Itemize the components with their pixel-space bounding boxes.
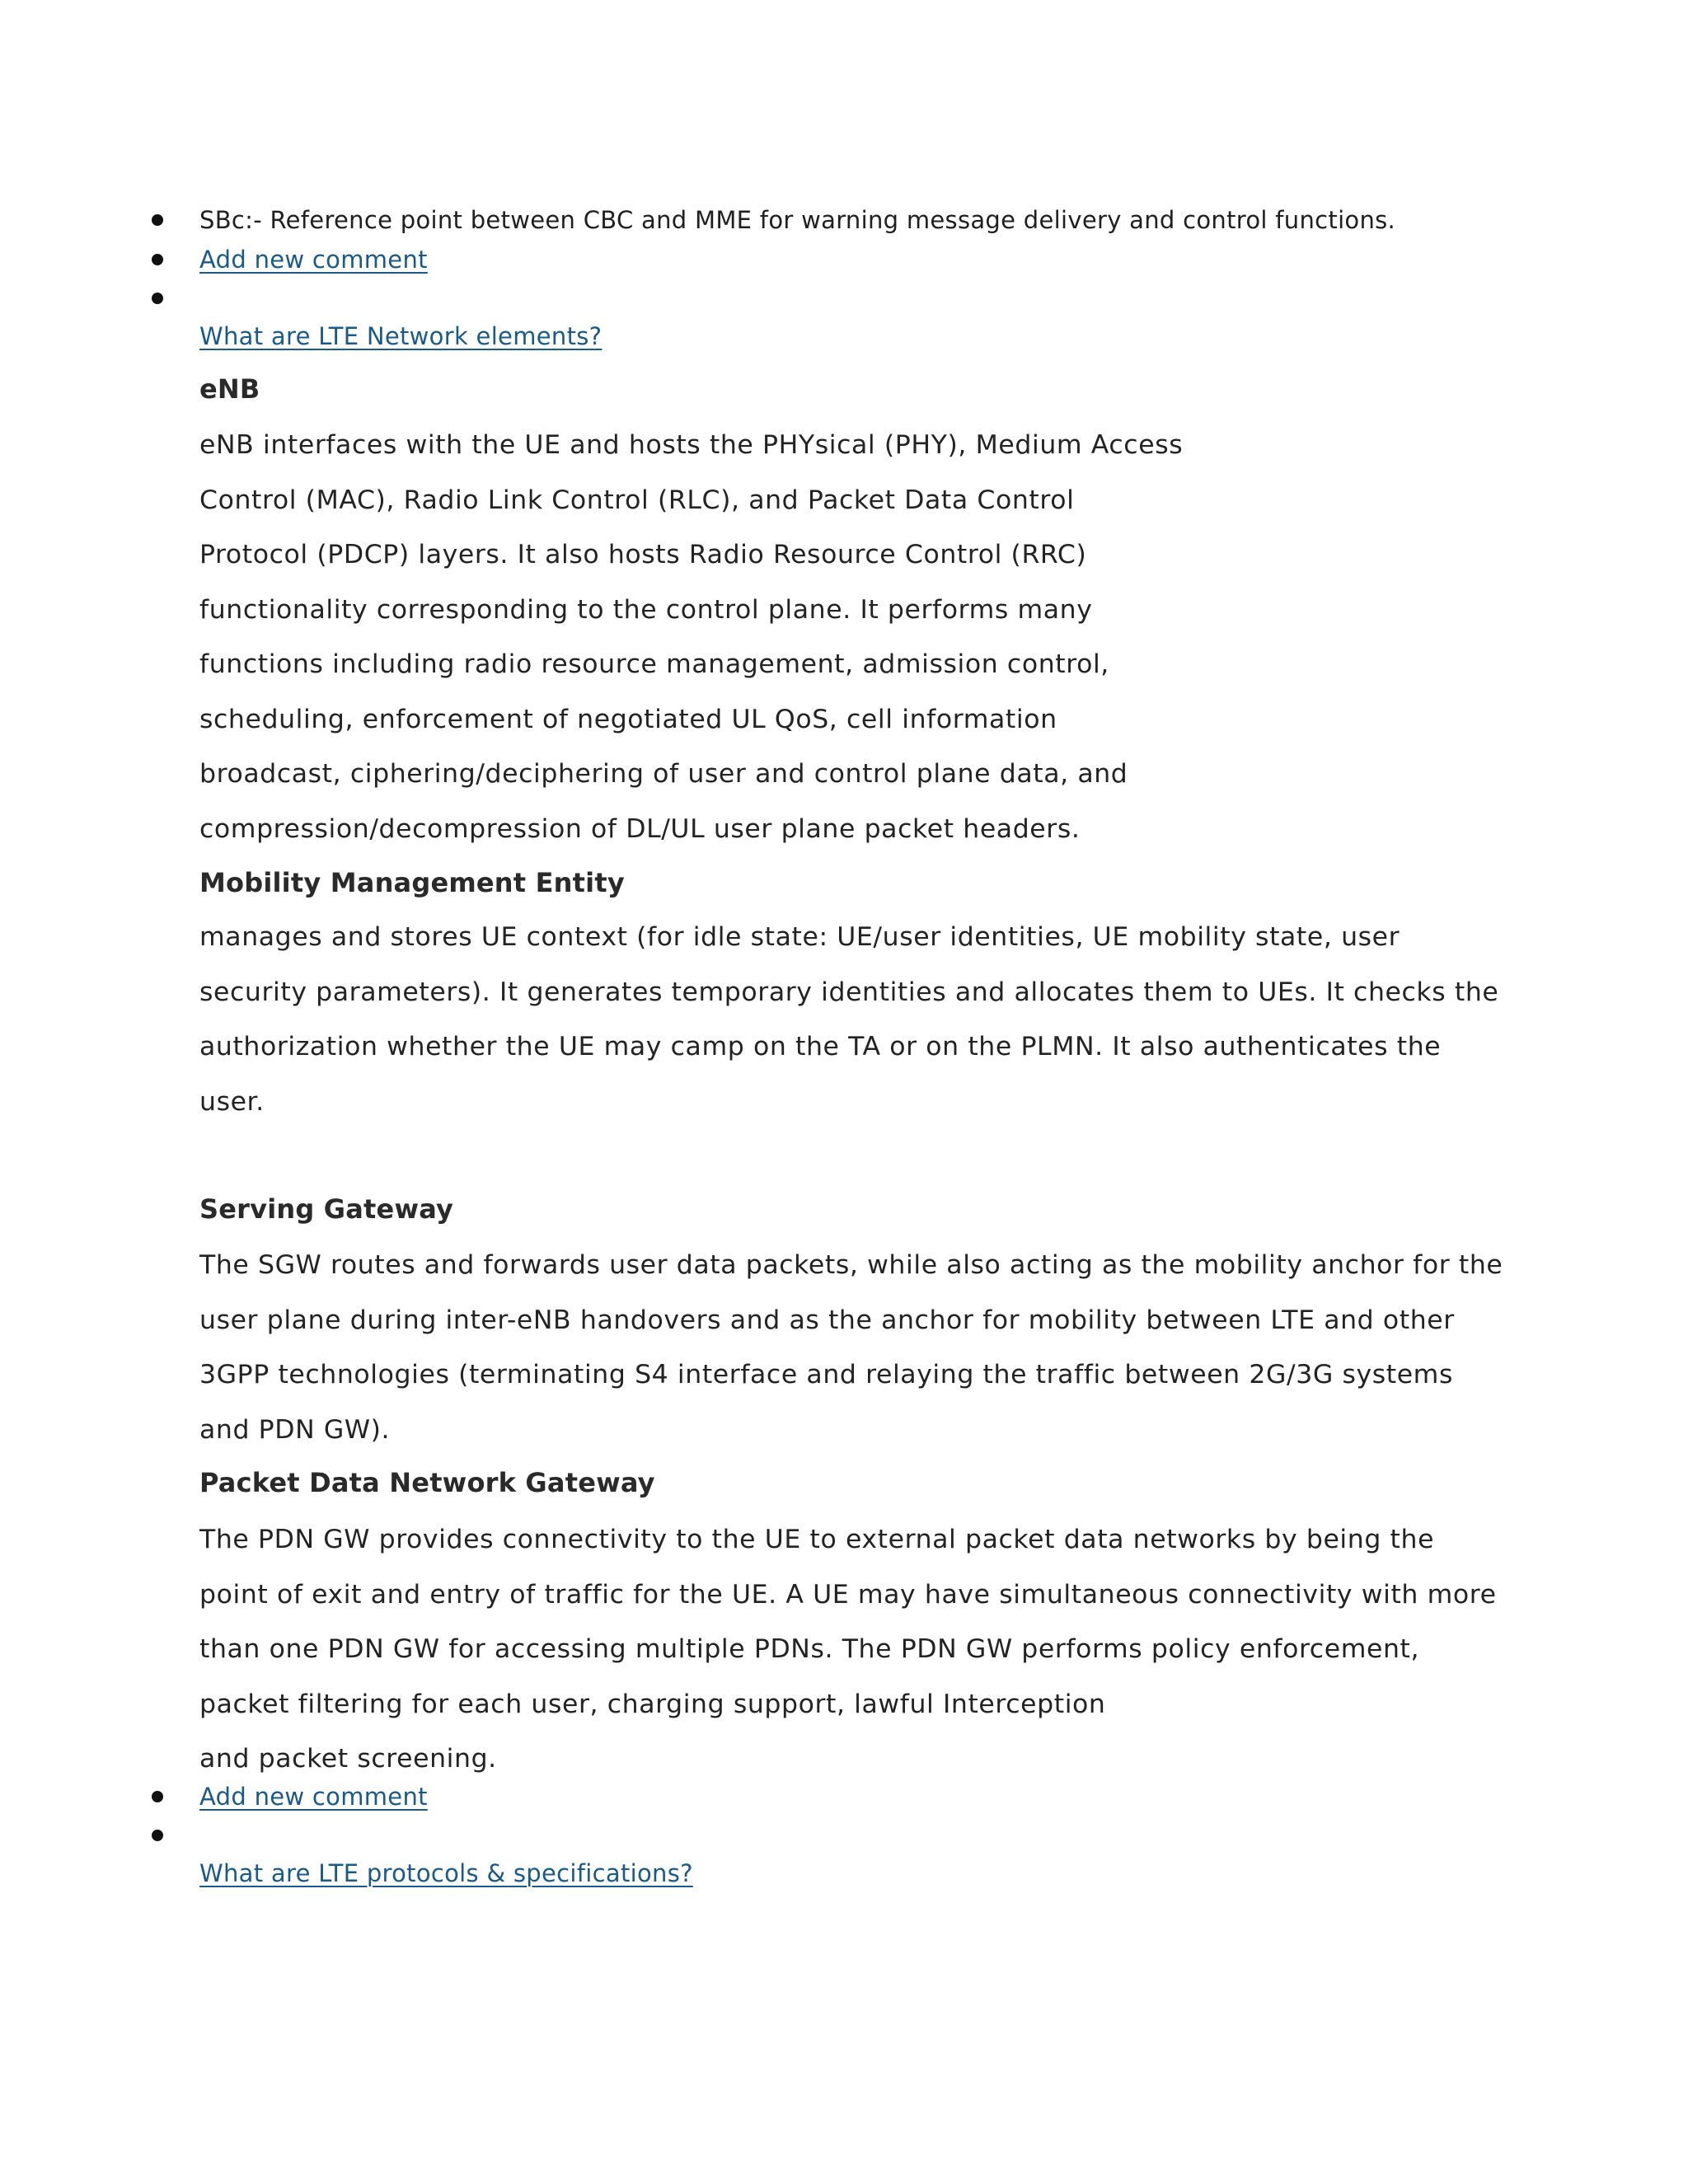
paragraph-line: packet filtering for each user, charging support, lawful Interception xyxy=(199,1689,1106,1719)
bullet-icon xyxy=(152,214,163,226)
paragraph-line: broadcast, ciphering/deciphering of user and control plane data, and xyxy=(199,759,1128,789)
paragraph-line: functions including radio resource management, admission control, xyxy=(199,649,1109,679)
paragraph-line: functionality corresponding to the control plane. It performs many xyxy=(199,594,1093,625)
paragraph-line: manages and stores UE context (for idle state: UE/user identities, UE mobility state, user xyxy=(199,922,1400,952)
add-comment-link[interactable]: Add new comment xyxy=(199,1783,428,1811)
add-comment-link[interactable]: Add new comment xyxy=(199,246,428,274)
pgw-paragraph xyxy=(199,1512,1497,1787)
bullet-icon xyxy=(152,254,163,265)
paragraph-line: authorization whether the UE may camp on the TA or on the PLMN. It also authenticates the xyxy=(199,1032,1442,1062)
paragraph-line: compression/decompression of DL/UL user plane packet headers. xyxy=(199,813,1081,844)
enb-paragraph xyxy=(199,418,1183,856)
paragraph-line: and PDN GW). xyxy=(199,1414,391,1445)
lte-network-elements-link[interactable]: What are LTE Network elements? xyxy=(199,322,603,350)
list-item-sbc: SBc:- Reference point between CBC and MME for warning message delivery and control functions. xyxy=(199,206,1396,234)
bullet-icon xyxy=(152,1791,163,1802)
paragraph-line: security parameters). It generates temporary identities and allocates them to UEs. It checks the xyxy=(199,977,1499,1007)
paragraph-line: Protocol (PDCP) layers. It also hosts Radio Resource Control (RRC) xyxy=(199,540,1087,569)
paragraph-line: than one PDN GW for accessing multiple PDNs. The PDN GW performs policy enforcement, xyxy=(199,1634,1420,1664)
paragraph-line: scheduling, enforcement of negotiated UL QoS, cell information xyxy=(199,704,1057,734)
mme-paragraph xyxy=(199,910,1498,1129)
mme-heading: Mobility Management Entity xyxy=(199,867,625,898)
paragraph-line: and packet screening. xyxy=(199,1744,497,1774)
bullet-icon xyxy=(152,1830,163,1841)
paragraph-line: Control (MAC), Radio Link Control (RLC), and Packet Data Control xyxy=(199,485,1075,515)
paragraph-line: The PDN GW provides connectivity to the UE to external packet data networks by being the xyxy=(199,1525,1435,1554)
lte-protocols-link[interactable]: What are LTE protocols & specifications? xyxy=(199,1859,693,1887)
paragraph-line: The SGW routes and forwards user data packets, while also acting as the mobility anchor for the xyxy=(199,1250,1503,1280)
sgw-heading: Serving Gateway xyxy=(199,1193,454,1225)
paragraph-line: point of exit and entry of traffic for the UE. A UE may have simultaneous connectivity with more xyxy=(199,1579,1497,1610)
bullet-icon xyxy=(152,293,163,304)
enb-heading: eNB xyxy=(199,373,260,405)
pgw-heading: Packet Data Network Gateway xyxy=(199,1467,655,1498)
sgw-paragraph xyxy=(199,1238,1503,1457)
paragraph-line: 3GPP technologies (terminating S4 interface and relaying the traffic between 2G/3G systems xyxy=(199,1360,1453,1390)
paragraph-line: eNB interfaces with the UE and hosts the PHYsical (PHY), Medium Access xyxy=(199,430,1184,460)
paragraph-line: user plane during inter-eNB handovers and as the anchor for mobility between LTE and other xyxy=(199,1305,1455,1335)
paragraph-line: user. xyxy=(199,1086,265,1117)
